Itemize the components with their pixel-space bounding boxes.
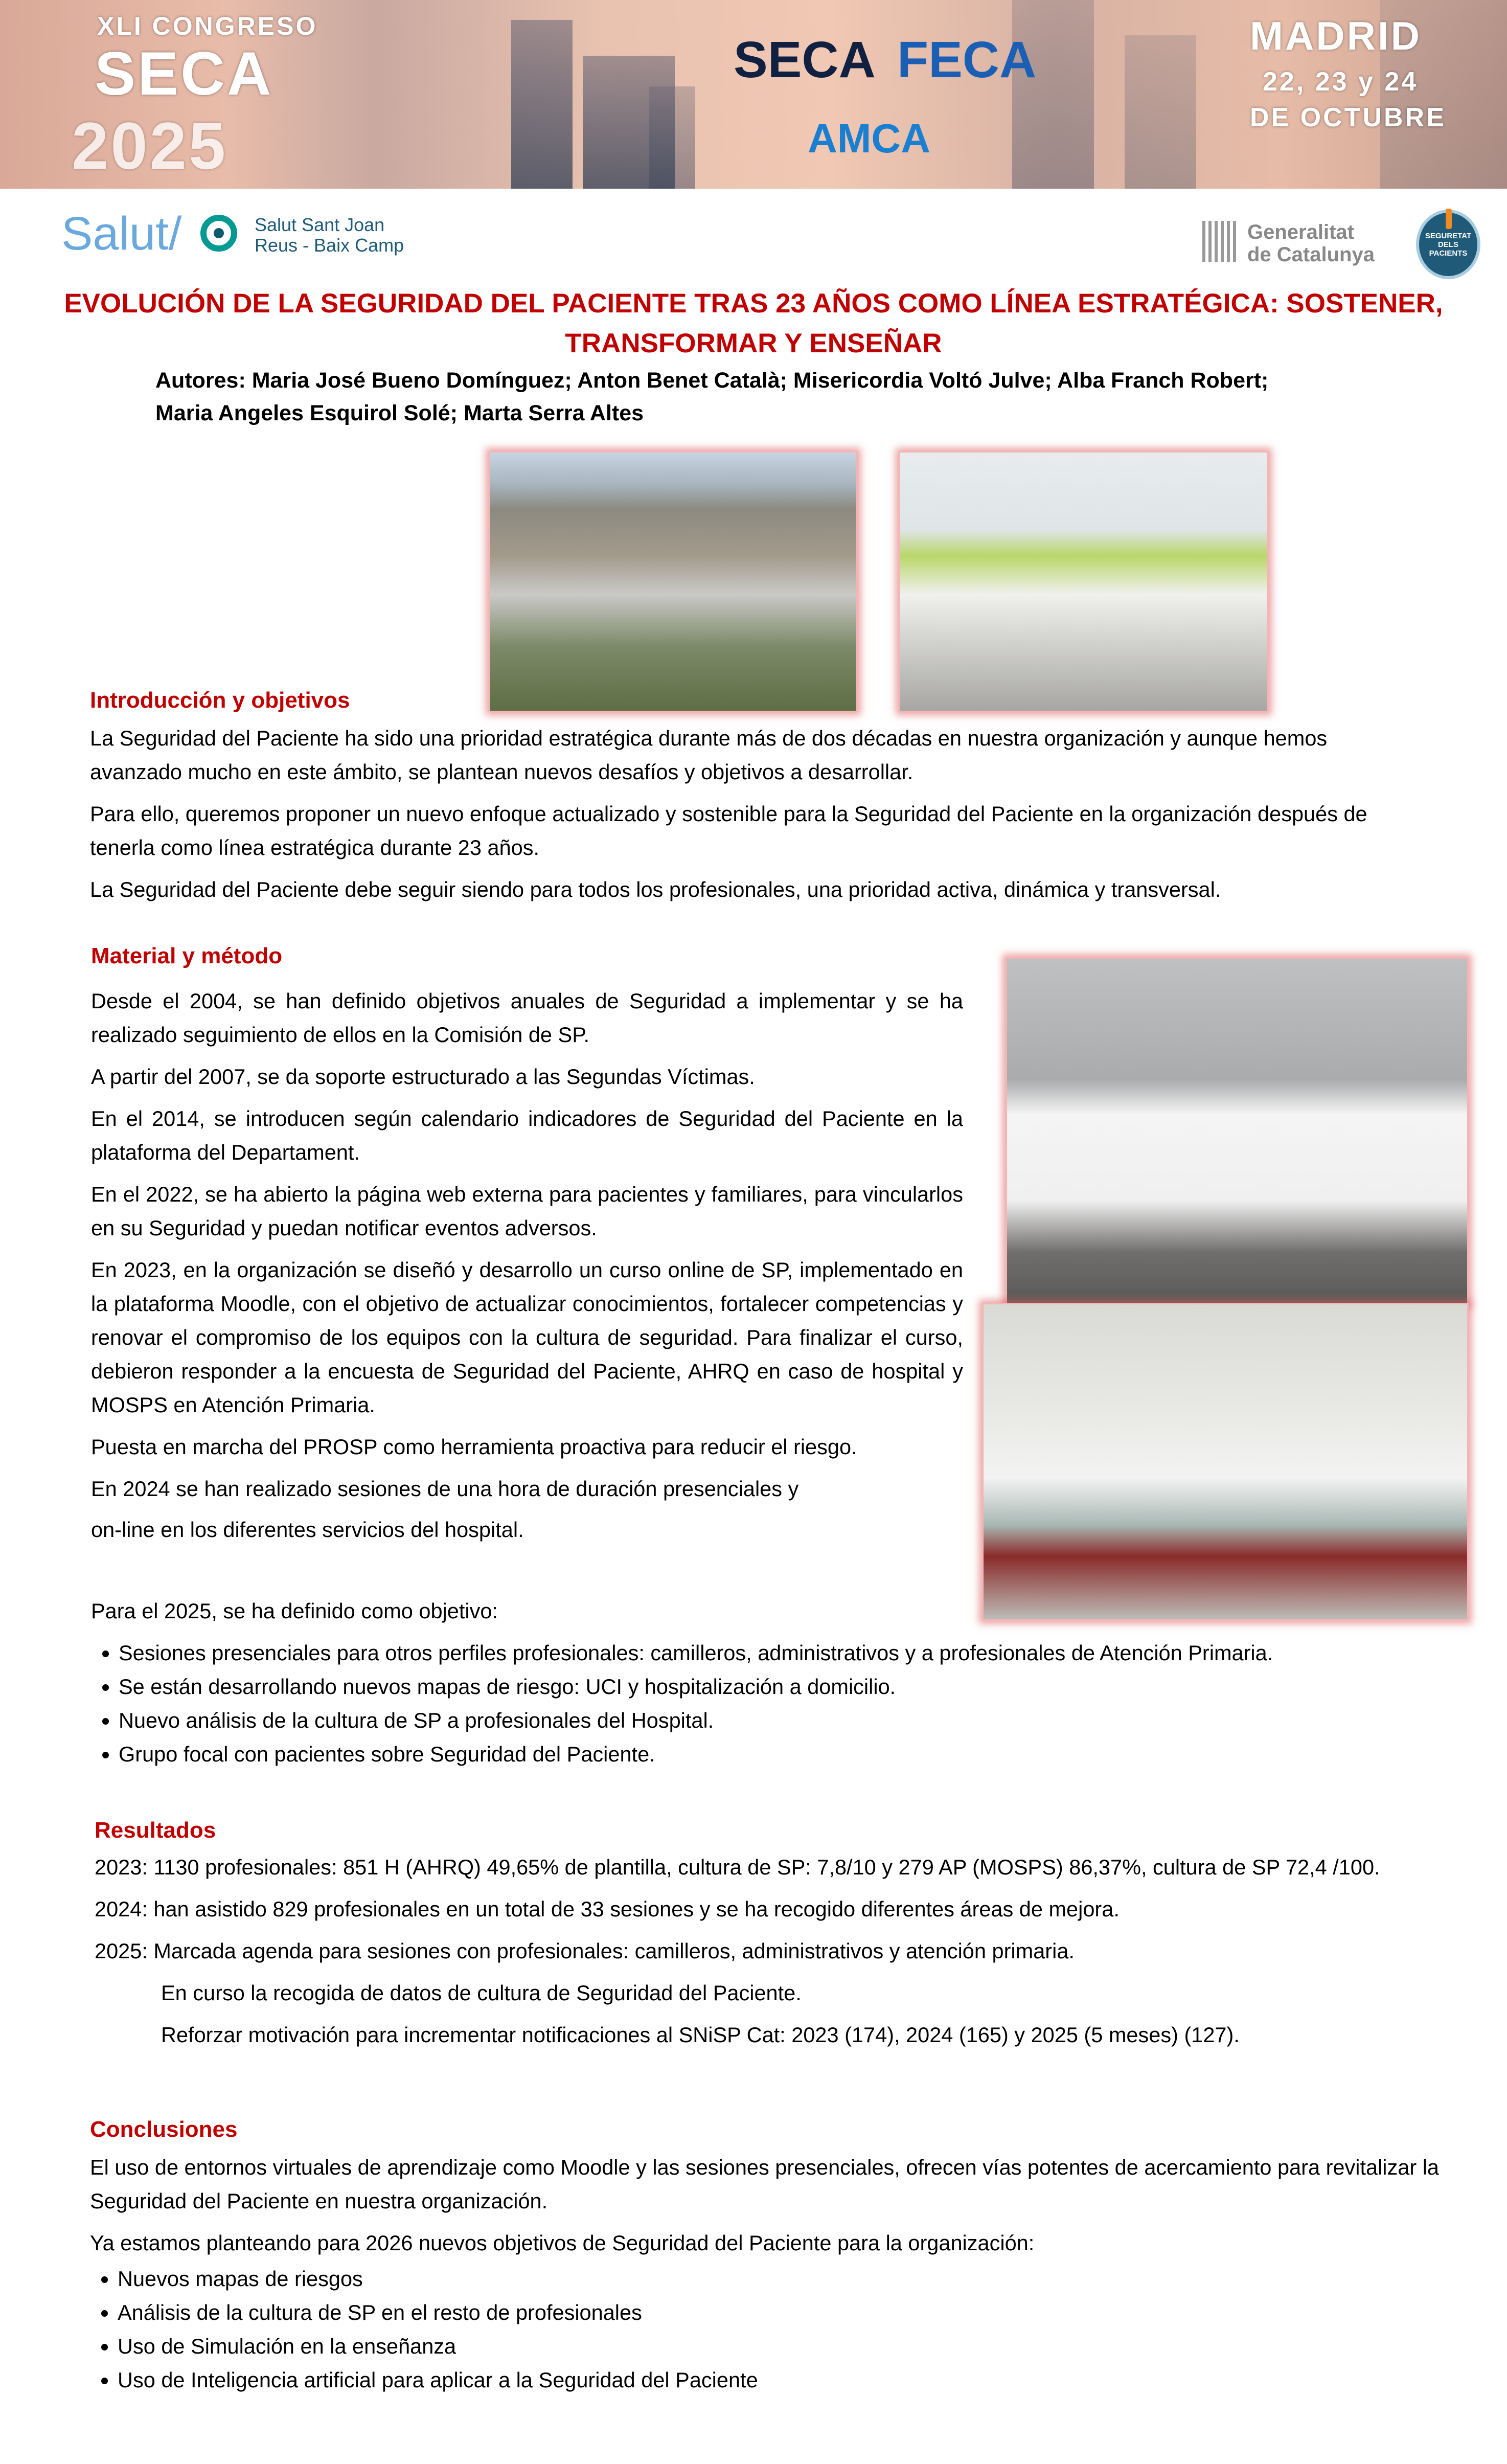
amca-logo: AMCA xyxy=(808,116,930,161)
hospital-name xyxy=(255,215,404,256)
hospital-name-line2: Reus - Baix Camp xyxy=(255,235,404,256)
conclusions-paragraph: Ya estamos planteando para 2026 nuevos objetivos de Seguridad del Paciente para la organización: xyxy=(90,2231,1035,2255)
seca-logo: SECA xyxy=(734,31,876,88)
method-paragraph: En el 2022, se ha abierto la página web externa para pacientes y familiares, para vincularlos en su Seguridad y puedan notificar eventos adversos. xyxy=(91,1182,963,1240)
method-paragraph: Desde el 2004, se han definido objetivos anuales de Seguridad a implementar y se ha realizado seguimiento de ellos en la Comisión de SP. xyxy=(91,989,963,1047)
conclusions-bullets xyxy=(90,2262,1460,2397)
results-section xyxy=(95,1818,1459,2060)
salut-logo: Salut/ xyxy=(61,208,182,260)
congress-city: MADRID xyxy=(1250,13,1422,58)
authors-line1: Autores: Maria José Bueno Domínguez; Anton Benet Català; Misericordia Voltó Julve; Alba Franch Robert; xyxy=(155,368,1269,393)
results-indented-line: En curso la recogida de datos de cultura de Seguridad del Paciente. xyxy=(161,1981,802,2005)
intro-paragraph: La Seguridad del Paciente debe seguir siendo para todos los profesionales, una prioridad activa, dinámica y transversal. xyxy=(90,877,1221,901)
intro-paragraph: Para ello, queremos proponer un nuevo enfoque actualizado y sostenible para la Seguridad del Paciente en la organización después de tenerla como línea estratégica durante 23 años. xyxy=(90,802,1367,860)
results-indented-line: Reforzar motivación para incrementar notificaciones al SNiSP Cat: 2023 (174), 2024 (165) y 2025 (5 meses) (127). xyxy=(161,2023,1240,2047)
results-line: 2024: han asistido 829 profesionales en un total de 33 sesiones y se ha recogido diferentes áreas de mejora. xyxy=(95,1897,1120,1921)
authors-line2: Maria Angeles Esquirol Solé; Marta Serra Altes xyxy=(155,401,644,425)
method-bullets xyxy=(91,1636,1430,1771)
list-item: • Se están desarrollando nuevos mapas de riesgo: UCI y hospitalización a domicilio. xyxy=(119,1670,1430,1704)
title-line2: TRANSFORMAR Y ENSEÑAR xyxy=(565,328,942,358)
congress-edition: XLI CONGRESO xyxy=(97,12,318,40)
authors xyxy=(155,364,1268,429)
congress-dates: 22, 23 y 24 xyxy=(1263,67,1419,97)
results-heading: Resultados xyxy=(95,1818,216,1843)
method-paragraph: A partir del 2007, se da soporte estructurado a las Segundas Víctimas. xyxy=(91,1065,755,1089)
conclusions-heading: Conclusiones xyxy=(90,2117,238,2142)
method-paragraph: Para el 2025, se ha definido como objetivo: xyxy=(91,1599,498,1623)
generalitat-emblem xyxy=(1202,221,1238,262)
method-paragraph: En el 2014, se introducen según calendario indicadores de Seguridad del Paciente en la plataforma del Departament. xyxy=(91,1106,963,1164)
feca-logo: FECA xyxy=(897,31,1037,88)
generalitat-line1: Generalitat xyxy=(1247,221,1354,243)
method-text xyxy=(91,984,963,1555)
seguretat-text: SEGURETAT DELS PACIENTS xyxy=(1425,231,1472,258)
congress-banner xyxy=(0,0,1507,189)
method-paragraph: En 2023, en la organización se diseñó y desarrollo un curso online de SP, implementado en la plataforma Moodle, con el objetivo de actualizar conocimientos, fortalecer competencias y renovar el compromiso de los equipos con la cultura de seguridad. Para finalizar el curso, debieron responder a la encuesta de Seguridad del Paciente, AHRQ en caso de hospital y MOSPS en Atención Primaria. xyxy=(91,1258,963,1417)
seguretat-pacients-logo xyxy=(1416,210,1480,279)
generalitat-logo xyxy=(1247,221,1375,266)
hospital-logo-mark xyxy=(200,215,237,252)
results-line: 2023: 1130 profesionales: 851 H (AHRQ) 49,65% de plantilla, cultura de SP: 7,8/10 y 279 AP (MOSPS) 86,37%, cultura de SP 72,4 /100. xyxy=(95,1855,1380,1879)
congress-name: SECA xyxy=(95,39,273,108)
method-paragraph: En 2024 se han realizado sesiones de una hora de duración presenciales y xyxy=(91,1477,799,1501)
method-objectives xyxy=(91,1594,1430,1771)
results-line: 2025: Marcada agenda para sesiones con profesionales: camilleros, administrativos y atención primaria. xyxy=(95,1939,1075,1963)
method-heading: Material y método xyxy=(91,943,283,968)
list-item: • Uso de Simulación en la enseñanza xyxy=(118,2330,1460,2363)
hospital-corridor-photo xyxy=(899,451,1269,712)
list-item: • Grupo focal con pacientes sobre Seguridad del Paciente. xyxy=(119,1737,1430,1771)
list-item: • Sesiones presenciales para otros perfiles profesionales: camilleros, administrativos y a profesionales de Atención Primaria. xyxy=(119,1636,1430,1670)
conclusions-paragraph: El uso de entornos virtuales de aprendizaje como Moodle y las sesiones presenciales, ofrecen vías potentes de acercamiento para revitalizar la Seguridad del Paciente en nuestra organización. xyxy=(90,2155,1439,2213)
list-item: • Uso de Inteligencia artificial para aplicar a la Seguridad del Paciente xyxy=(118,2363,1460,2397)
method-paragraph: Puesta en marcha del PROSP como herramienta proactiva para reducir el riesgo. xyxy=(91,1435,857,1459)
method-paragraph: on-line en los diferentes servicios del hospital. xyxy=(91,1518,524,1542)
congress-month: DE OCTUBRE xyxy=(1250,103,1446,132)
title-line1: EVOLUCIÓN DE LA SEGURIDAD DEL PACIENTE TRAS 23 AÑOS COMO LÍNEA ESTRATÉGICA: SOSTENER, xyxy=(64,288,1443,319)
intro-paragraph: La Seguridad del Paciente ha sido una prioridad estratégica durante más de dos décadas en nuestra organización y aunque hemos avanzado mucho en este ámbito, se plantean nuevos desafíos y objetivos a desarrollar. xyxy=(90,726,1328,784)
meeting-room-photo xyxy=(982,1303,1469,1621)
staff-group-photo xyxy=(1006,957,1469,1306)
hospital-aerial-photo xyxy=(489,451,858,712)
intro-heading: Introducción y objetivos xyxy=(90,688,350,713)
list-item: • Nuevos mapas de riesgos xyxy=(118,2262,1460,2296)
congress-year: 2025 xyxy=(72,108,228,183)
generalitat-line2: de Catalunya xyxy=(1247,243,1375,266)
list-item: • Nuevo análisis de la cultura de SP a profesionales del Hospital. xyxy=(119,1704,1430,1737)
poster-title xyxy=(51,284,1456,364)
list-item: • Análisis de la cultura de SP en el resto de profesionales xyxy=(118,2296,1460,2330)
hospital-name-line1: Salut Sant Joan xyxy=(255,214,385,235)
conclusions-section xyxy=(90,2117,1460,2397)
intro-section xyxy=(90,688,1419,915)
